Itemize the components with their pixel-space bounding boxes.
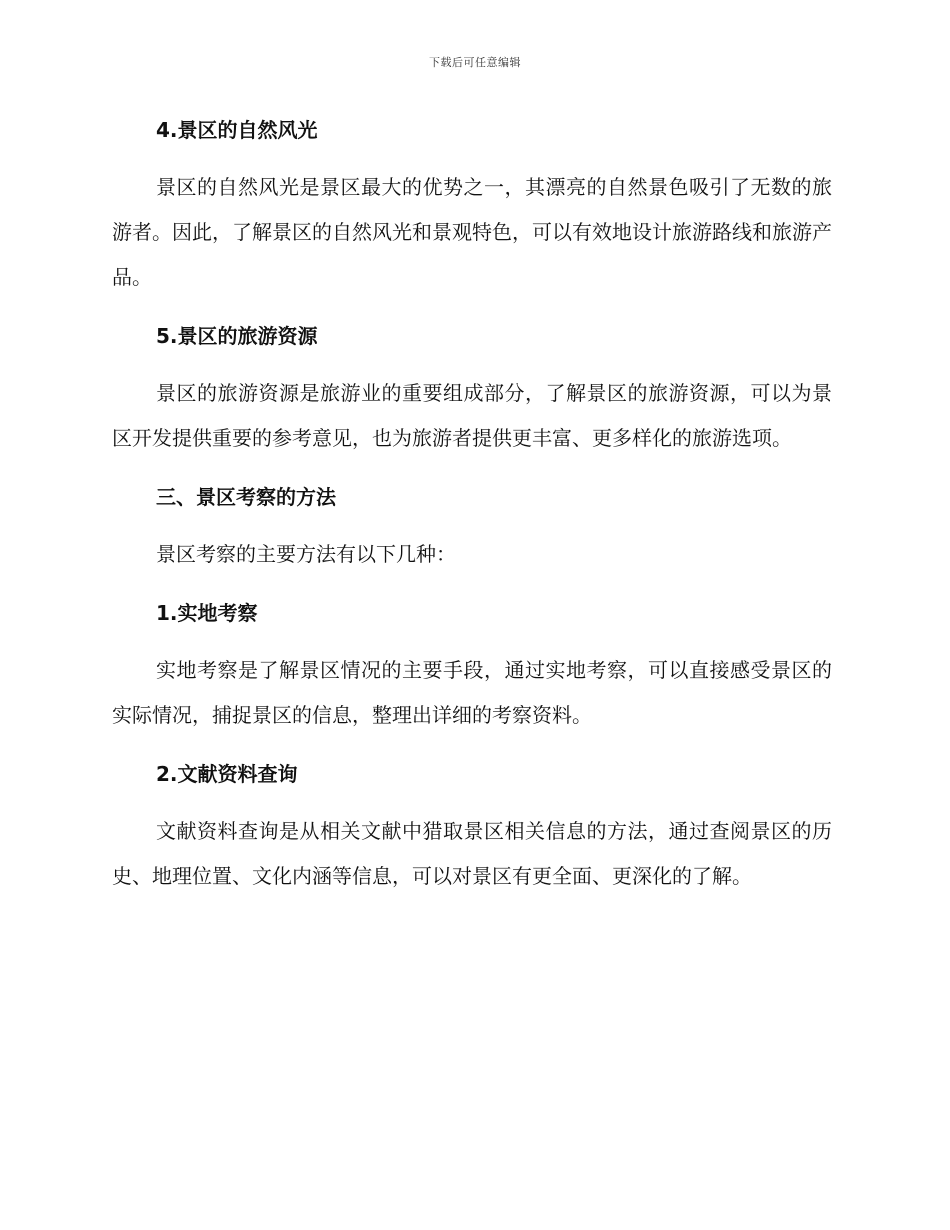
section-paragraph: 景区考察的主要方法有以下几种： [156, 542, 456, 566]
section-heading: 5.景区的旅游资源 [156, 324, 318, 348]
section-paragraph: 景区的旅游资源是旅游业的重要组成部分，了解景区的旅游资源，可以为景区开发提供重要的参考意见，也为旅游者提供更丰富、更多样化的旅游选项。 [112, 381, 832, 450]
section-paragraph: 文献资料查询是从相关文献中猎取景区相关信息的方法，通过查阅景区的历史、地理位置、文化内涵等信息，可以对景区有更全面、更深化的了解。 [112, 819, 832, 888]
document-body [112, 108, 832, 913]
section-heading: 4.景区的自然风光 [156, 118, 318, 142]
section-paragraph: 实地考察是了解景区情况的主要手段，通过实地考察，可以直接感受景区的实际情况，捕捉景区的信息，整理出详细的考察资料。 [112, 658, 832, 727]
section-heading: 三、景区考察的方法 [156, 485, 336, 509]
section-field-survey [112, 591, 832, 738]
section-tourism-resources [112, 314, 832, 461]
section-natural-scenery [112, 108, 832, 300]
section-methods [112, 475, 832, 577]
section-heading: 1.实地考察 [156, 601, 258, 625]
section-paragraph: 景区的自然风光是景区最大的优势之一，其漂亮的自然景色吸引了无数的旅游者。因此，了解景区的自然风光和景观特色，可以有效地设计旅游路线和旅游产品。 [112, 175, 832, 289]
section-literature-query [112, 752, 832, 899]
header-note: 下载后可任意编辑 [429, 56, 521, 69]
section-heading: 2.文献资料查询 [156, 762, 298, 786]
